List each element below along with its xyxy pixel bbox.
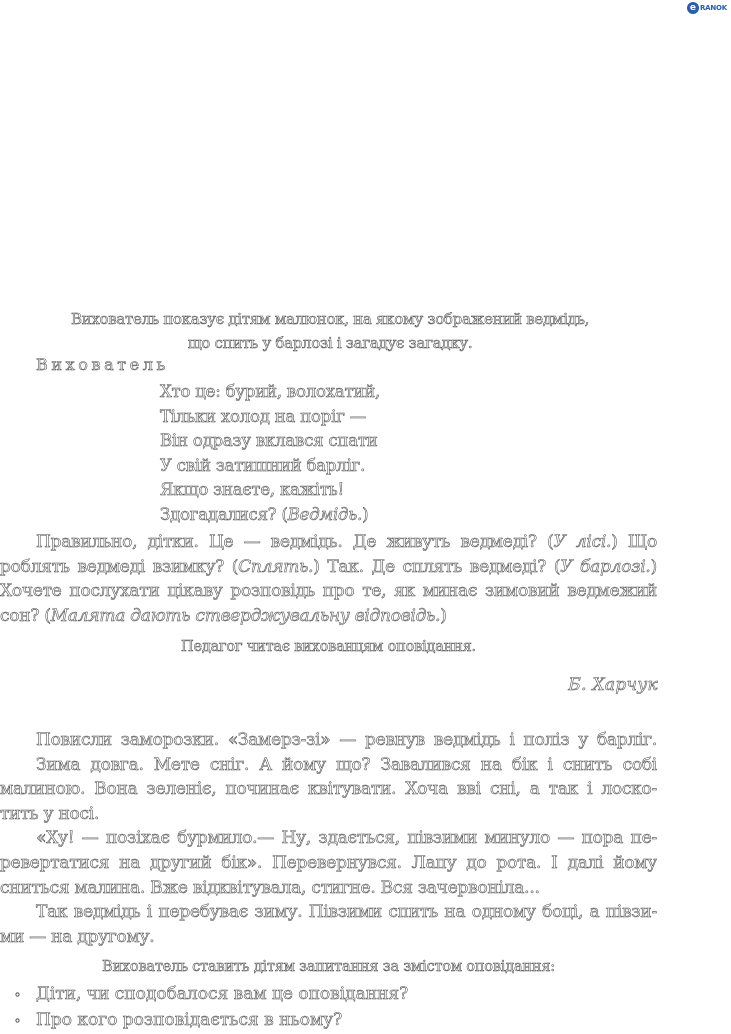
dialogue-line-1: Правильно, дітки. Це — ведмідь. Де живуть ведмеді? (У лісі.) Що: [36, 532, 657, 552]
intro-line-2: що спить у барлозі і загадує загадку.: [187, 334, 473, 352]
story-line: сниться малина. Вже відквітувала, стигне. Вся зачервоніла...: [0, 877, 540, 898]
poem-line: Він одразу вклався спати: [160, 431, 378, 451]
publisher-logo: [687, 2, 727, 14]
story-text: [0, 728, 657, 949]
poem-line-last: [160, 503, 380, 528]
story-line: тить у носі.: [0, 803, 100, 824]
dialogue-line-2: роблять ведмеді взимку? (Сплять.) Так. Де сплять ведмеді? (У барлозі.): [0, 556, 657, 577]
poem-line: У свій затишний барліг.: [160, 455, 366, 475]
bullet-icon: ◦: [14, 988, 22, 1002]
list-item: ◦ Про кого розповідається в ньому?: [14, 1008, 408, 1034]
riddle-poem: [160, 380, 380, 528]
poem-line: Хто це: бурий, волохатий,: [160, 382, 381, 401]
bullet-icon: ◦: [14, 1014, 22, 1028]
poem-answer: Ведмідь.: [287, 504, 363, 524]
dialogue-line-4: сон? (Малята дають стверджувальну відповідь.): [0, 605, 447, 626]
questions-stage-direction: Вихователь ставить дітям запитання за змістом оповідання:: [102, 959, 555, 975]
poem-line: Якщо знаєте, кажіть!: [160, 480, 344, 500]
story-line: Так ведмідь і перебуває зиму. Півзими спить на одному боці, а півзи-: [36, 902, 657, 923]
poem-line: Тільки холод на поріг —: [160, 406, 367, 426]
story-line: ми — на другому.: [0, 926, 155, 947]
speaker-label: Вихователь: [36, 355, 169, 374]
reading-stage-direction: Педагог читає вихованцям оповідання.: [181, 639, 476, 655]
logo-mark-icon: e: [687, 2, 699, 14]
logo-text: RANOK: [699, 4, 727, 12]
list-item: ◦ Діти, чи сподобалося вам це оповідання?: [14, 982, 408, 1008]
story-author: Б. Харчук: [568, 675, 658, 695]
story-line: «Ху! — позіхає бурмило.— Ну, здається, півзими минуло — пора пе-: [36, 828, 657, 849]
dialogue-line-3: Хочете послухати цікаву розповідь про те, як минає зимовий ведмежий: [0, 581, 657, 602]
story-line: Повисли заморозки. «Замерз-зі» — ревнув ведмідь і поліз у барліг.: [36, 730, 657, 750]
story-line: малиною. Вона зеленіє, починає квітувати. Хоча вві сні, а так і лоско-: [0, 779, 657, 800]
intro-line-1: Вихователь показує дітям малюнок, на якому зображений ведмідь,: [70, 310, 590, 328]
question-list: [14, 982, 408, 1034]
poem-close: ): [362, 504, 369, 524]
story-line: Зима довга. Мете сніг. А йому що? Завалився на бік і снить собі: [36, 754, 657, 775]
poem-question: Здогадалися? (: [160, 504, 288, 524]
dialogue-paragraph: [0, 530, 657, 628]
intro-stage-direction: [0, 307, 660, 355]
story-line: ревертатися на другий бік». Перевернувся. Лапу до рота. І далі йому: [0, 852, 657, 873]
